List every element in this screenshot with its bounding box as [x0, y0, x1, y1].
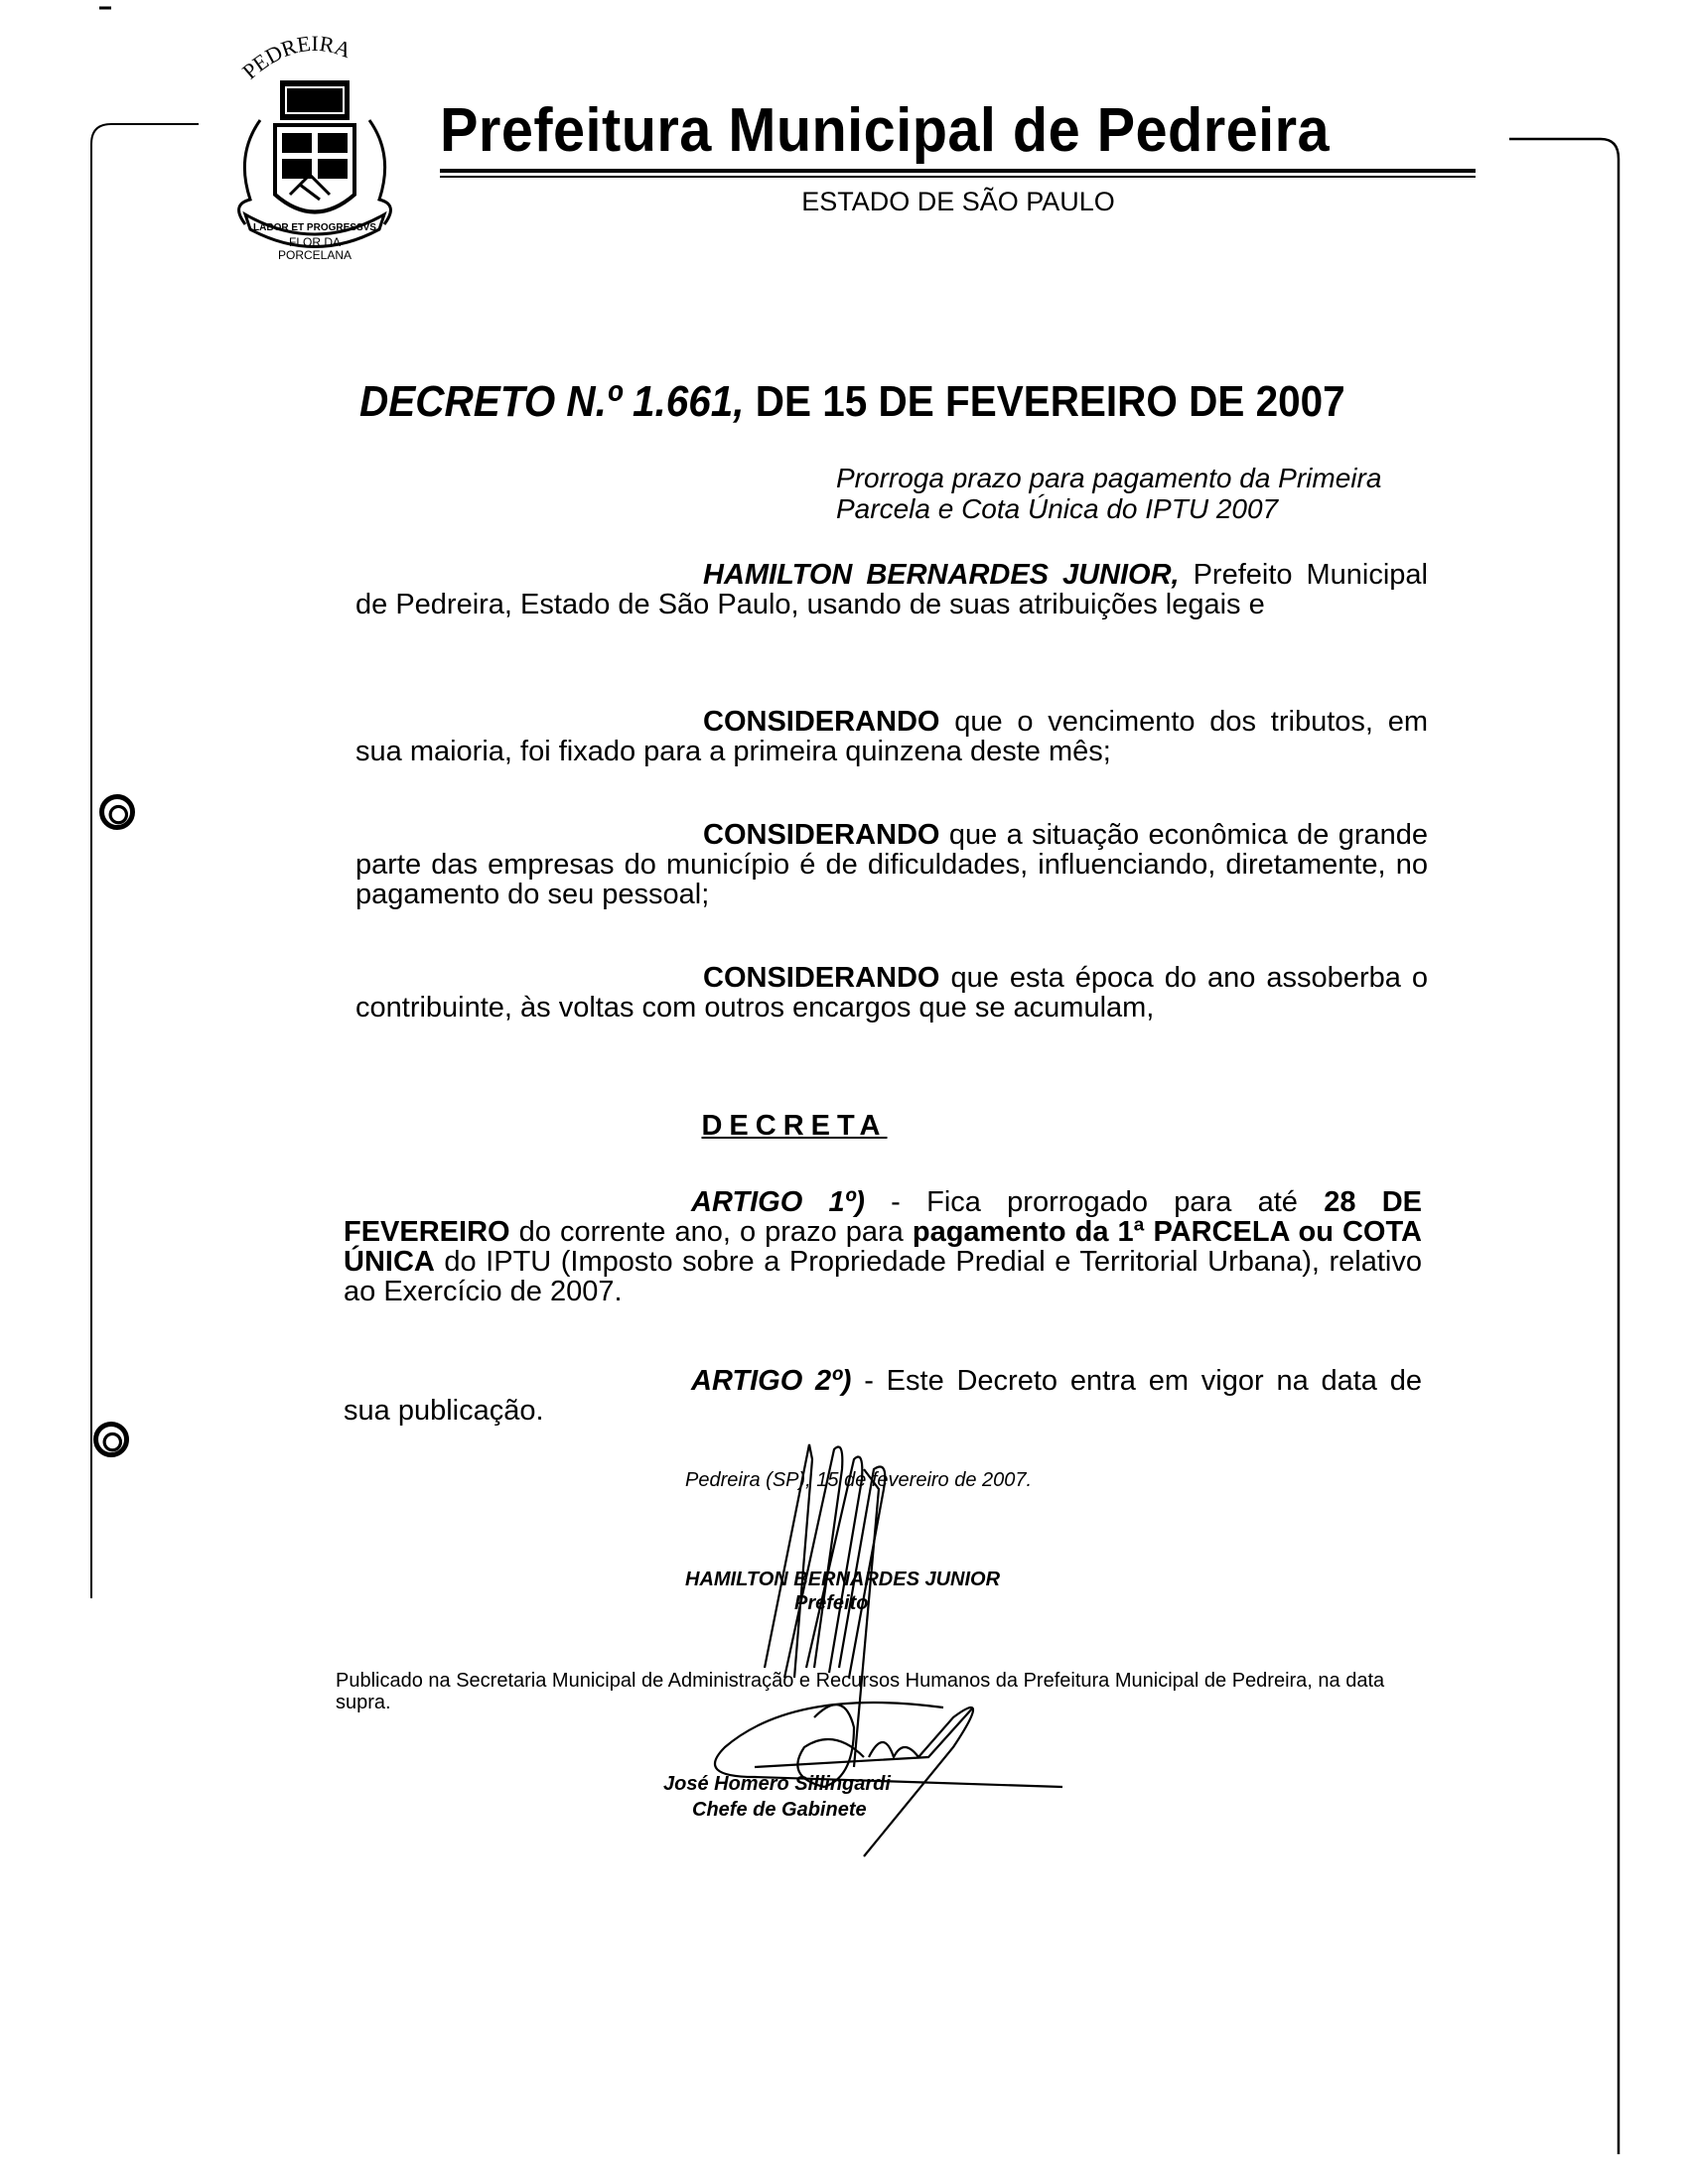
artigo-label: ARTIGO 2º) [691, 1365, 852, 1397]
decree-number: DECRETO N.º 1.661, [359, 377, 745, 426]
decree-date: DE 15 DE FEVEREIRO DE 2007 [744, 377, 1345, 426]
mayor-name: HAMILTON BERNARDES JUNIOR, [703, 559, 1180, 591]
considerando-text: que a situação econômica de grande parte das empresas do município é de dificuldades, influenciando, diretamente, no pagamento do seu pessoal; [355, 819, 1428, 910]
header-title: Prefeitura Municipal de Pedreira [440, 96, 1331, 165]
artigo-text: do IPTU (Imposto sobre a Propriedade Predial e Territorial Urbana), relativo ao Exercício de 2007. [344, 1246, 1422, 1307]
considerando-text: que esta época do ano assoberba o contribuinte, às voltas com outros encargos que se acumulam, [355, 962, 1428, 1024]
considerando-label: CONSIDERANDO [703, 819, 940, 851]
punch-hole-mark [99, 794, 135, 830]
summary-line: Prorroga prazo para pagamento da Primeira [836, 463, 1382, 493]
preamble-text: Prefeito Municipal de Pedreira, Estado de São Paulo, usando de suas atribuições legais e [355, 559, 1428, 620]
considerando-text: que o vencimento dos tributos, em sua maioria, foi fixado para a primeira quinzena deste mês; [355, 706, 1428, 767]
summary-line: Parcela e Cota Única do IPTU 2007 [836, 493, 1279, 524]
artigo-label: ARTIGO 1º) [691, 1186, 865, 1218]
svg-text:PEDREIRA: PEDREIRA [237, 30, 355, 84]
signer-name: HAMILTON BERNARDES JUNIOR [685, 1569, 1001, 1590]
svg-text:LABOR ET PROGRESSVS: LABOR ET PROGRESSVS [253, 222, 376, 233]
artigo-text: do corrente ano, o prazo para [509, 1216, 913, 1248]
chief-role: Chefe de Gabinete [692, 1799, 867, 1821]
chief-name: José Homero Sillingardi [663, 1773, 891, 1795]
artigo-text: - Fica prorrogado para até [864, 1186, 1325, 1218]
decreta-heading: DECRETA [701, 1110, 888, 1142]
punch-hole-mark [93, 1422, 129, 1457]
header-subtitle: ESTADO DE SÃO PAULO [801, 187, 1115, 216]
publication-note: Publicado na Secretaria Municipal de Administração e Recursos Humanos da Prefeitura Municipal de Pedreira, na data supra. [336, 1670, 1385, 1713]
artigo-bold: pagamento da 1ª PARCELA ou COTA ÚNICA [344, 1216, 1422, 1278]
signer-role: Prefeito [794, 1592, 869, 1614]
place-date: Pedreira (SP), 15 de fevereiro de 2007. [685, 1469, 1033, 1491]
considerando-label: CONSIDERANDO [703, 706, 940, 738]
considerando-label: CONSIDERANDO [703, 962, 940, 994]
artigo-bold: 28 DE FEVEREIRO [344, 1186, 1422, 1248]
svg-text:PORCELANA: PORCELANA [277, 248, 352, 260]
artigo-text: - Este Decreto entra em vigor na data de sua publicação. [344, 1365, 1422, 1427]
svg-text:FLOR DA: FLOR DA [288, 235, 342, 249]
